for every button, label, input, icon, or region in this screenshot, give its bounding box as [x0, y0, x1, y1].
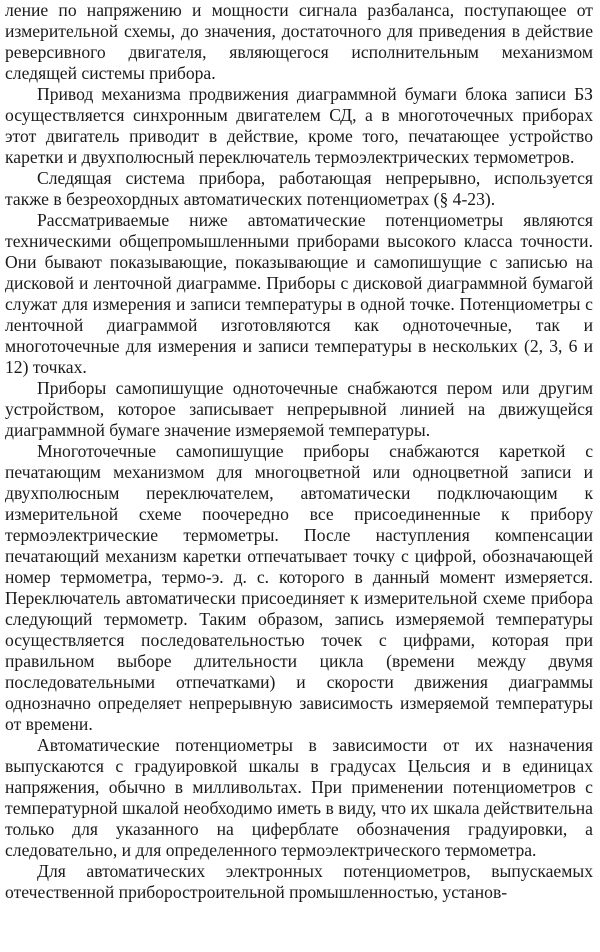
- paragraph-4: Рассматриваемые ниже автоматические потенциометры являются техническими общепромышленными приборами высокого класса точности. Они бывают показывающие, показывающие и самопишущие с записью на дисковой и ленточной диаграмме. Приборы с дисковой диаграммной бумагой служат для измерения и записи температуры в одной точке. Потенциометры с ленточной диаграммой изготовляются как одноточечные, так и многоточечные для измерения и записи температуры в нескольких (2, 3, 6 и 12) точках.: [5, 210, 593, 377]
- paragraph-7: Автоматические потенциометры в зависимости от их назначения выпускаются с градуировкой шкалы в градусах Цельсия и в единицах напряжения, обычно в милливольтах. При применении потенциометров с температурной шкалой необходимо иметь в виду, что их шкала действительна только для указанного на циферблате обозначения градуировки, а следовательно, и для определенного термоэлектрического термометра.: [5, 735, 593, 860]
- paragraph-3: Следящая система прибора, работающая непрерывно, используется также в безреохордных автоматических потенциометрах (§ 4-23).: [5, 168, 593, 209]
- paragraph-5: Приборы самопишущие одноточечные снабжаются пером или другим устройством, которое записывает непрерывной линией на движущейся диаграммной бумаге значение измеряемой температуры.: [5, 378, 593, 440]
- paragraph-1: ление по напряжению и мощности сигнала разбаланса, поступающее от измерительной схемы, до значения, достаточного для приведения в действие реверсивного двигателя, являющегося исполнительным механизмом следящей системы прибора.: [5, 0, 593, 83]
- document-page: [5, 0, 593, 903]
- paragraph-6: Многоточечные самопишущие приборы снабжаются кареткой с печатающим механизмом для многоцветной или одноцветной записи и двухполюсным переключателем, автоматически подключающим к измерительной схеме поочередно все присоединенные к прибору термоэлектрические термометры. После наступления компенсации печатающий механизм каретки отпечатывает точку с цифрой, обозначающей номер термометра, термо-э. д. с. которого в данный момент измеряется. Переключатель автоматически присоединяет к измерительной схеме прибора следующий термометр. Таким образом, запись измеряемой температуры осуществляется последовательностью точек с цифрами, которая при правильном выборе длительности цикла (времени между двумя последовательными отпечатками) и скорости движения диаграммы однозначно определяет непрерывную зависимость измеряемой температуры от времени.: [5, 441, 593, 734]
- paragraph-8: Для автоматических электронных потенциометров, выпускаемых отечественной приборостроительной промышленностью, установ-: [5, 861, 593, 902]
- paragraph-2: Привод механизма продвижения диаграммной бумаги блока записи БЗ осуществляется синхронным двигателем СД, а в многоточечных приборах этот двигатель приводит в действие, кроме того, печатающее устройство каретки и двухполюсный переключатель термоэлектрических термометров.: [5, 84, 593, 167]
